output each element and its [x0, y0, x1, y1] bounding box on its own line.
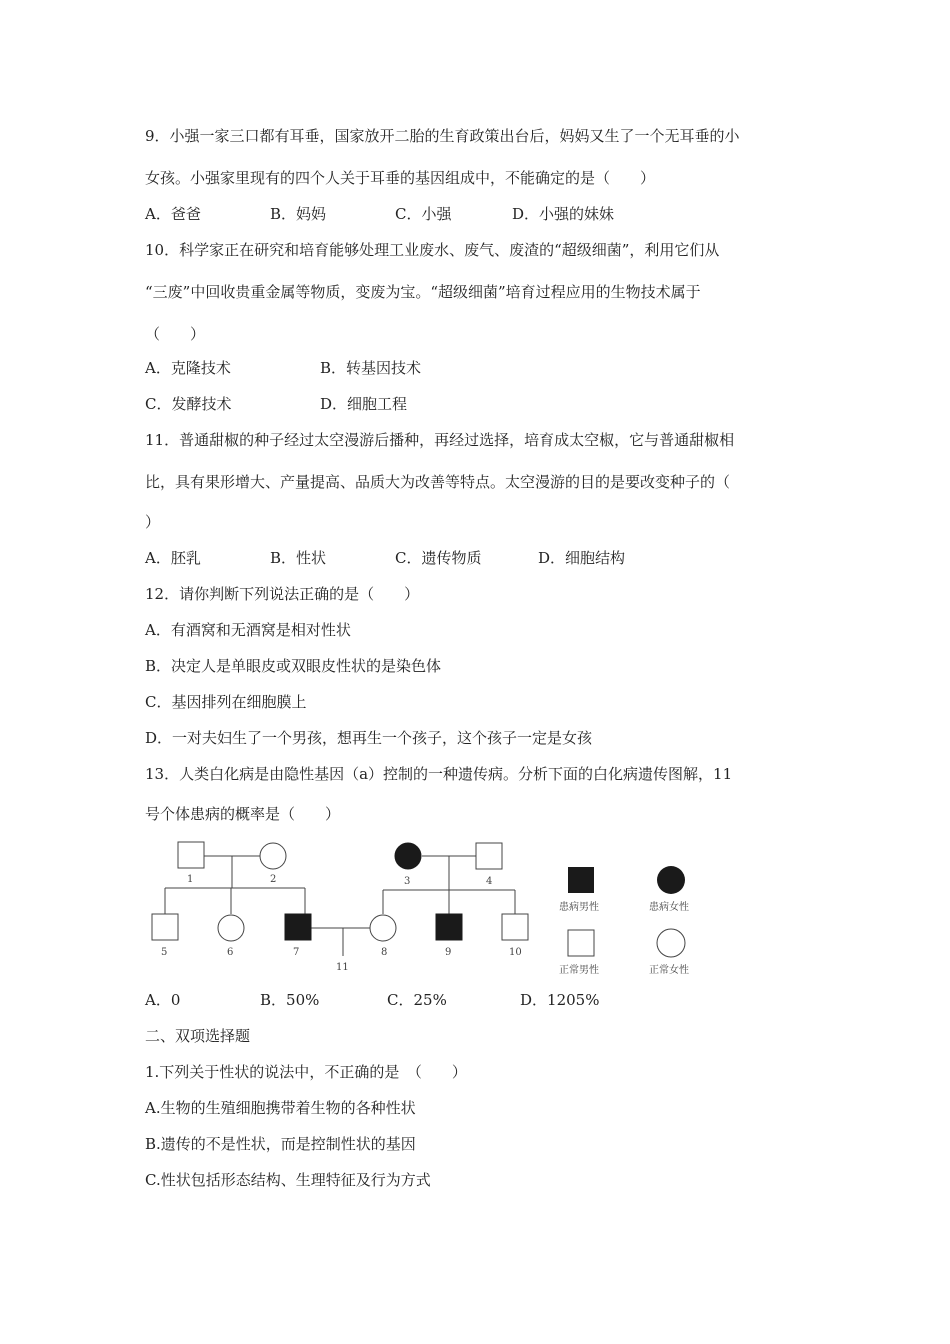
- legend-affected-male-symbol: [568, 867, 594, 893]
- section2-title: 二、双项选择题: [145, 1027, 251, 1045]
- q9-option-a: A．爸爸: [145, 205, 201, 223]
- individual-4: [476, 843, 502, 869]
- q11-option-a: A．胚乳: [145, 549, 201, 567]
- q10-stem-line2: “三废”中回收贵重金属等物质，变废为宝。“超级细菌”培育过程应用的生物技术属于: [145, 283, 701, 301]
- q11-stem-line2: 比，具有果形增大、产量提高、品质大为改善等特点。太空漫游的目的是要改变种子的（: [145, 473, 731, 491]
- label-8: 8: [381, 947, 388, 958]
- q9-stem-line2: 女孩。小强家里现有的四个人关于耳垂的基因组成中，不能确定的是（ ）: [145, 169, 656, 187]
- label-7: 7: [293, 947, 300, 958]
- legend-normal-female-label: 正常女性: [649, 965, 689, 976]
- legend-normal-male-symbol: [568, 930, 594, 956]
- legend-affected-female-label: 患病女性: [649, 902, 689, 913]
- q10-option-c: C．发酵技术: [145, 395, 232, 413]
- individual-2: [260, 843, 286, 869]
- label-4: 4: [486, 876, 493, 887]
- label-2: 2: [270, 874, 277, 885]
- label-5: 5: [161, 947, 168, 958]
- q13-option-a: A．0: [145, 991, 181, 1009]
- q13-stem-line1: 13．人类白化病是由隐性基因（a）控制的一种遗传病。分析下面的白化病遗传图解，11: [145, 765, 733, 783]
- q12-stem: 12．请你判断下列说法正确的是（ ）: [145, 585, 420, 603]
- individual-1: [178, 842, 204, 868]
- individual-8: [370, 915, 396, 941]
- q10-stem-line1: 10．科学家正在研究和培育能够处理工业废水、废气、废渣的“超级细菌”，利用它们从: [145, 241, 720, 259]
- individual-3: [395, 843, 421, 869]
- s2-q1-option-b: B.遗传的不是性状，而是控制性状的基因: [145, 1135, 416, 1153]
- individual-7: [285, 914, 311, 940]
- q12-option-d: D．一对夫妇生了一个男孩，想再生一个孩子，这个孩子一定是女孩: [145, 729, 593, 747]
- label-6: 6: [227, 947, 234, 958]
- label-10: 10: [509, 947, 522, 958]
- q9-stem-line1: 9．小强一家三口都有耳垂，国家放开二胎的生育政策出台后，妈妈又生了一个无耳垂的小: [145, 127, 740, 145]
- q11-option-c: C．遗传物质: [395, 549, 482, 567]
- legend-normal-female-symbol: [657, 929, 685, 957]
- q13-stem-line2: 号个体患病的概率是（ ）: [145, 805, 341, 823]
- legend-affected-female-symbol: [657, 866, 685, 894]
- q12-option-a: A．有酒窝和无酒窝是相对性状: [145, 621, 351, 639]
- q10-option-b: B．转基因技术: [320, 359, 422, 377]
- q11-stem-line3: ）: [145, 513, 161, 531]
- label-9: 9: [445, 947, 452, 958]
- legend-normal-male-label: 正常男性: [559, 965, 599, 976]
- label-11: 11: [336, 962, 349, 973]
- label-3: 3: [404, 876, 411, 887]
- q11-option-b: B．性状: [270, 549, 327, 567]
- q13-option-b: B．50%: [260, 991, 320, 1009]
- pedigree-diagram: [145, 836, 705, 981]
- individual-10: [502, 914, 528, 940]
- q10-stem-line3: （ ）: [145, 325, 206, 343]
- q11-stem-line1: 11．普通甜椒的种子经过太空漫游后播种，再经过选择，培育成太空椒，它与普通甜椒相: [145, 431, 735, 449]
- q11-option-d: D．细胞结构: [538, 549, 626, 567]
- q12-option-c: C．基因排列在细胞膜上: [145, 693, 307, 711]
- q10-option-d: D．细胞工程: [320, 395, 408, 413]
- individual-6: [218, 915, 244, 941]
- q10-option-a: A．克隆技术: [145, 359, 231, 377]
- q13-option-c: C．25%: [387, 991, 447, 1009]
- s2-q1-option-c: C.性状包括形态结构、生理特征及行为方式: [145, 1171, 431, 1189]
- individual-5: [152, 914, 178, 940]
- q9-option-c: C．小强: [395, 205, 452, 223]
- s2-q1-option-a: A.生物的生殖细胞携带着生物的各种性状: [145, 1099, 416, 1117]
- q12-option-b: B．决定人是单眼皮或双眼皮性状的是染色体: [145, 657, 442, 675]
- s2-q1-stem: 1.下列关于性状的说法中，不正确的是 （ ）: [145, 1063, 467, 1081]
- q9-option-b: B．妈妈: [270, 205, 327, 223]
- label-1: 1: [187, 874, 194, 885]
- q13-option-d: D．1205%: [520, 991, 600, 1009]
- q9-option-d: D．小强的妹妹: [512, 205, 615, 223]
- legend-affected-male-label: 患病男性: [559, 902, 599, 913]
- individual-9: [436, 914, 462, 940]
